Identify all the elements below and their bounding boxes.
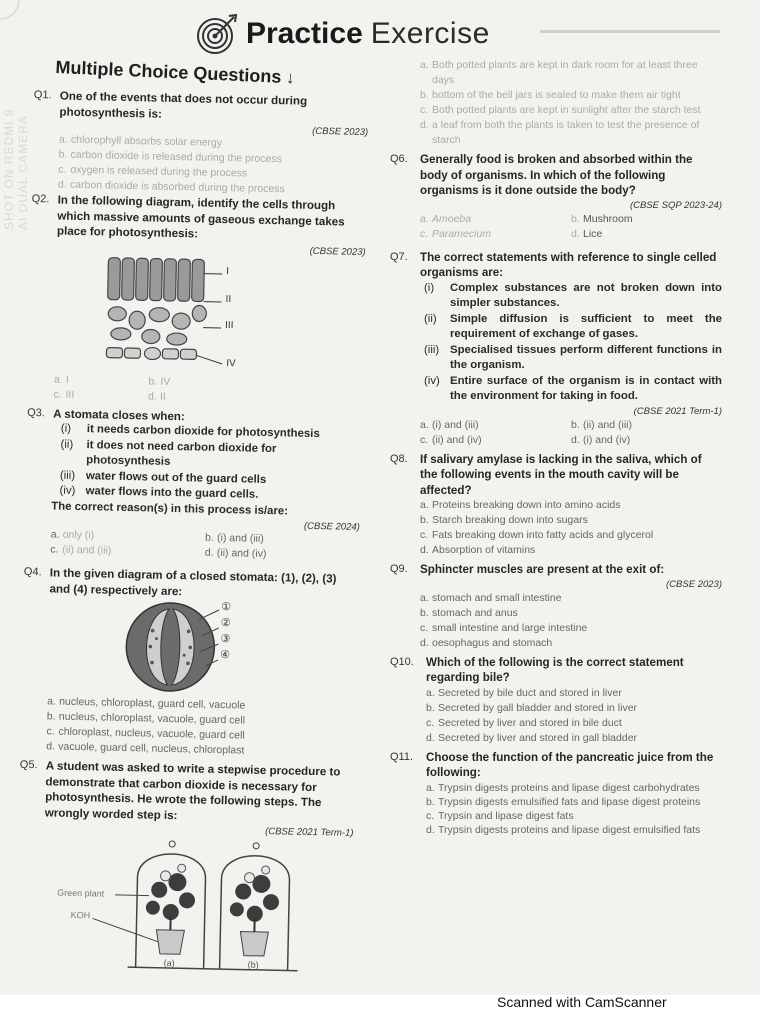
watermark-line2: AI DUAL CAMERA: [16, 115, 30, 230]
option: b. stomach and anus: [420, 606, 518, 619]
option: a. (i) and (iii): [420, 418, 479, 431]
caption-a: (a): [163, 957, 175, 969]
statement: (i) Complex substances are not broken down into simpler substances.: [424, 281, 722, 309]
question-number: Q1.: [33, 88, 52, 102]
right-column: [390, 58, 722, 837]
option: b. (ii) and (iii): [571, 418, 633, 431]
option: c. (ii) and (iv): [420, 433, 482, 446]
exam-tag: (CBSE 2021 Term-1): [633, 405, 722, 417]
option: d. a leaf from both the plants is taken to test the presence of starch: [420, 119, 700, 146]
question-text: In the given diagram of a closed stomata: (1), (2), (3) and (4) respectively are:: [49, 566, 337, 598]
exam-tag: (CBSE 2023): [312, 125, 369, 139]
option: c. oxygen is released during the process: [58, 163, 248, 180]
question-number: Q8.: [390, 452, 408, 465]
title-bold: Practice: [246, 17, 363, 50]
question-number: Q6.: [390, 153, 408, 165]
option: a. Secreted by bile duct and stored in liver: [426, 686, 622, 699]
option: a. Both potted plants are kept in dark room for at least three days: [420, 59, 698, 86]
option: a. Trypsin digests proteins and lipase digest carbohydrates: [426, 781, 700, 794]
option: c. Trypsin and lipase digest fats: [426, 809, 574, 822]
question-7: [390, 250, 722, 281]
camera-watermark-circle: [0, 0, 20, 20]
question-text: Generally food is broken and absorbed within the body of organisms. In which of the following organisms is it done outside the body?: [420, 153, 693, 197]
left-column: [15, 88, 368, 980]
options-q7: [390, 418, 722, 448]
statement: (ii) it does not need carbon dioxide for photosynthesis: [60, 438, 277, 468]
statement: (i) it needs carbon dioxide for photosynthesis: [60, 422, 320, 441]
target-icon: [196, 13, 238, 55]
option: b. Starch breaking down into sugars: [420, 514, 588, 526]
option: c. (ii) and (iii): [50, 543, 112, 557]
options-q1: [32, 132, 368, 199]
option: a. I: [53, 372, 69, 386]
exam-tag: (CBSE SQP 2023-24): [629, 199, 722, 211]
diagram-label-4: ④: [220, 649, 231, 662]
option: a. chlorophyll absorbs solar energy: [58, 133, 223, 149]
options-q9: [390, 591, 722, 651]
page-title: [196, 12, 490, 56]
option: a. Proteins breaking down into amino acids: [420, 499, 621, 511]
question-8: [390, 452, 722, 499]
statement: (iii) Specialised tissues perform different functions in the organism.: [424, 343, 722, 371]
statement: (ii) Simple diffusion is sufficient to meet the requirement of exchange of gases.: [424, 312, 722, 340]
question-number: Q7.: [390, 250, 408, 263]
stomata-diagram: [81, 597, 358, 701]
diagram-label-2: ②: [220, 617, 231, 630]
option: b. (i) and (iii): [204, 531, 264, 545]
diagram-label-i: I: [226, 265, 230, 277]
options-q10: [390, 686, 722, 746]
question-text: Sphincter muscles are present at the exit of:: [420, 563, 665, 576]
scanner-watermark: Scanned with CamScanner: [497, 994, 667, 1010]
diagram-label-3: ③: [220, 633, 231, 646]
options-q5: [390, 58, 722, 148]
question-4: [23, 565, 359, 603]
option: a. only (i): [50, 528, 95, 542]
question-text: In the following diagram, identify the cells through which massive amounts of gaseous exchange takes place for photosynthesis:: [56, 193, 345, 241]
question-prompt: The correct reason(s) in this process is/are:: [51, 499, 289, 517]
option: b. Mushroom: [571, 212, 633, 225]
question-text: A stomata closes when:: [53, 406, 185, 423]
question-text: One of the events that does not occur during photosynthesis is:: [59, 89, 308, 121]
option: b. Secreted by gall bladder and stored in liver: [426, 701, 638, 714]
question-number: Q11.: [390, 750, 414, 763]
title-divider: [540, 30, 720, 33]
option: b. IV: [148, 374, 171, 388]
option: d. Absorption of vitamins: [420, 544, 536, 556]
option: d. carbon dioxide is absorbed during the process: [57, 178, 285, 196]
statement: (iv) water flows into the guard cells.: [59, 484, 259, 501]
question-text: A student was asked to write a stepwise procedure to demonstrate that carbon dioxide is necessary for photosynthesis. He wrote the following steps. The wrongly worded step is:: [44, 759, 341, 822]
exam-tag: (CBSE 2024): [303, 520, 360, 533]
option: a. Amoeba: [420, 212, 472, 225]
option: d. II: [147, 389, 167, 403]
option: c. small intestine and large intestine: [420, 621, 588, 634]
option: c. Paramecium: [420, 227, 491, 240]
title-light: Exercise: [370, 17, 490, 50]
diagram-label-iv: IV: [226, 357, 236, 369]
option: d. Secreted by liver and stored in gall bladder: [426, 731, 638, 744]
option: d. Lice: [571, 227, 603, 240]
statement: (iv) Entire surface of the organism is in contact with the environment for taking in food.: [424, 374, 722, 402]
option: b. bottom of the bell jars is sealed to make them air tight: [420, 89, 681, 101]
exam-tag: (CBSE 2023): [666, 578, 722, 590]
diagram-label-iii: III: [224, 319, 234, 331]
statements-q3: [25, 421, 362, 505]
option: c. III: [53, 387, 75, 401]
watermark-line1: SHOT ON REDMI 9: [2, 108, 16, 230]
question-5: [18, 758, 354, 840]
question-10: [390, 655, 722, 686]
label-green-plant: Green plant: [57, 887, 105, 899]
option: b. nucleus, chloroplast, vacuole, guard cell: [46, 710, 246, 727]
statement: (iii) water flows out of the guard cells: [59, 469, 267, 486]
option: b. carbon dioxide is released during the process: [58, 148, 282, 166]
question-6: [390, 152, 722, 212]
question-number: Q2.: [31, 192, 50, 206]
section-heading-text: Multiple Choice Questions: [55, 57, 282, 87]
question-2: [31, 192, 367, 259]
question-text: Which of the following is the correct statement regarding bile?: [426, 655, 684, 684]
option: c. Secreted by liver and stored in bile duct: [426, 716, 622, 729]
options-q4: [20, 694, 356, 761]
option: a. stomach and small intestine: [420, 591, 562, 604]
option: d. Trypsin digests proteins and lipase digest emulsified fats: [426, 823, 701, 836]
question-number: Q5.: [19, 758, 38, 772]
question-text: If salivary amylase is lacking in the saliva, which of the following events in the mouth cavity will be affected?: [420, 452, 702, 497]
option: a. nucleus, chloroplast, guard cell, vacuole: [47, 695, 246, 712]
question-11: [390, 750, 722, 781]
diagram-label-1: ①: [221, 601, 232, 614]
option: c. Fats breaking down into fatty acids and glycerol: [420, 529, 654, 541]
question-number: Q4.: [23, 565, 42, 579]
bell-jar-diagram: [35, 833, 353, 980]
diagram-label-ii: II: [225, 293, 232, 305]
question-number: Q3.: [27, 406, 46, 419]
option: d. (ii) and (iv): [204, 546, 267, 560]
option: c. Both potted plants are kept in sunlight after the starch test: [420, 104, 701, 116]
exam-tag: (CBSE 2023): [309, 245, 366, 258]
exam-tag: (CBSE 2021 Term-1): [265, 826, 354, 839]
bell-jar-plants-illustration: [36, 835, 329, 975]
caption-b: (b): [247, 959, 259, 970]
option: d. (i) and (iv): [571, 433, 631, 446]
statements-q7: [390, 281, 722, 405]
option: b. Trypsin digests emulsified fats and lipase digest proteins: [426, 795, 701, 808]
question-1: [33, 88, 369, 139]
options-q6: [390, 212, 722, 242]
closed-stomata-illustration: [121, 600, 233, 694]
leaf-cell-diagram: [88, 253, 365, 379]
option: c. chloroplast, nucleus, vacuole, guard cell: [46, 725, 245, 742]
question-number: Q10.: [390, 655, 414, 668]
option: d. vacuole, guard cell, nucleus, chloroplast: [46, 740, 245, 757]
label-koh: KOH: [70, 909, 91, 921]
options-q8: [390, 498, 722, 558]
option: d. oesophagus and stomach: [420, 636, 553, 649]
question-9: [390, 562, 722, 591]
question-text: Choose the function of the pancreatic juice from the following:: [426, 750, 714, 779]
arrow-down-icon: ↓: [285, 68, 295, 88]
question-text: The correct statements with reference to single celled organisms are:: [420, 250, 717, 279]
section-heading: [55, 57, 295, 88]
options-q11: [390, 781, 722, 837]
question-number: Q9.: [390, 563, 408, 575]
leaf-section-illustration: [98, 253, 260, 374]
